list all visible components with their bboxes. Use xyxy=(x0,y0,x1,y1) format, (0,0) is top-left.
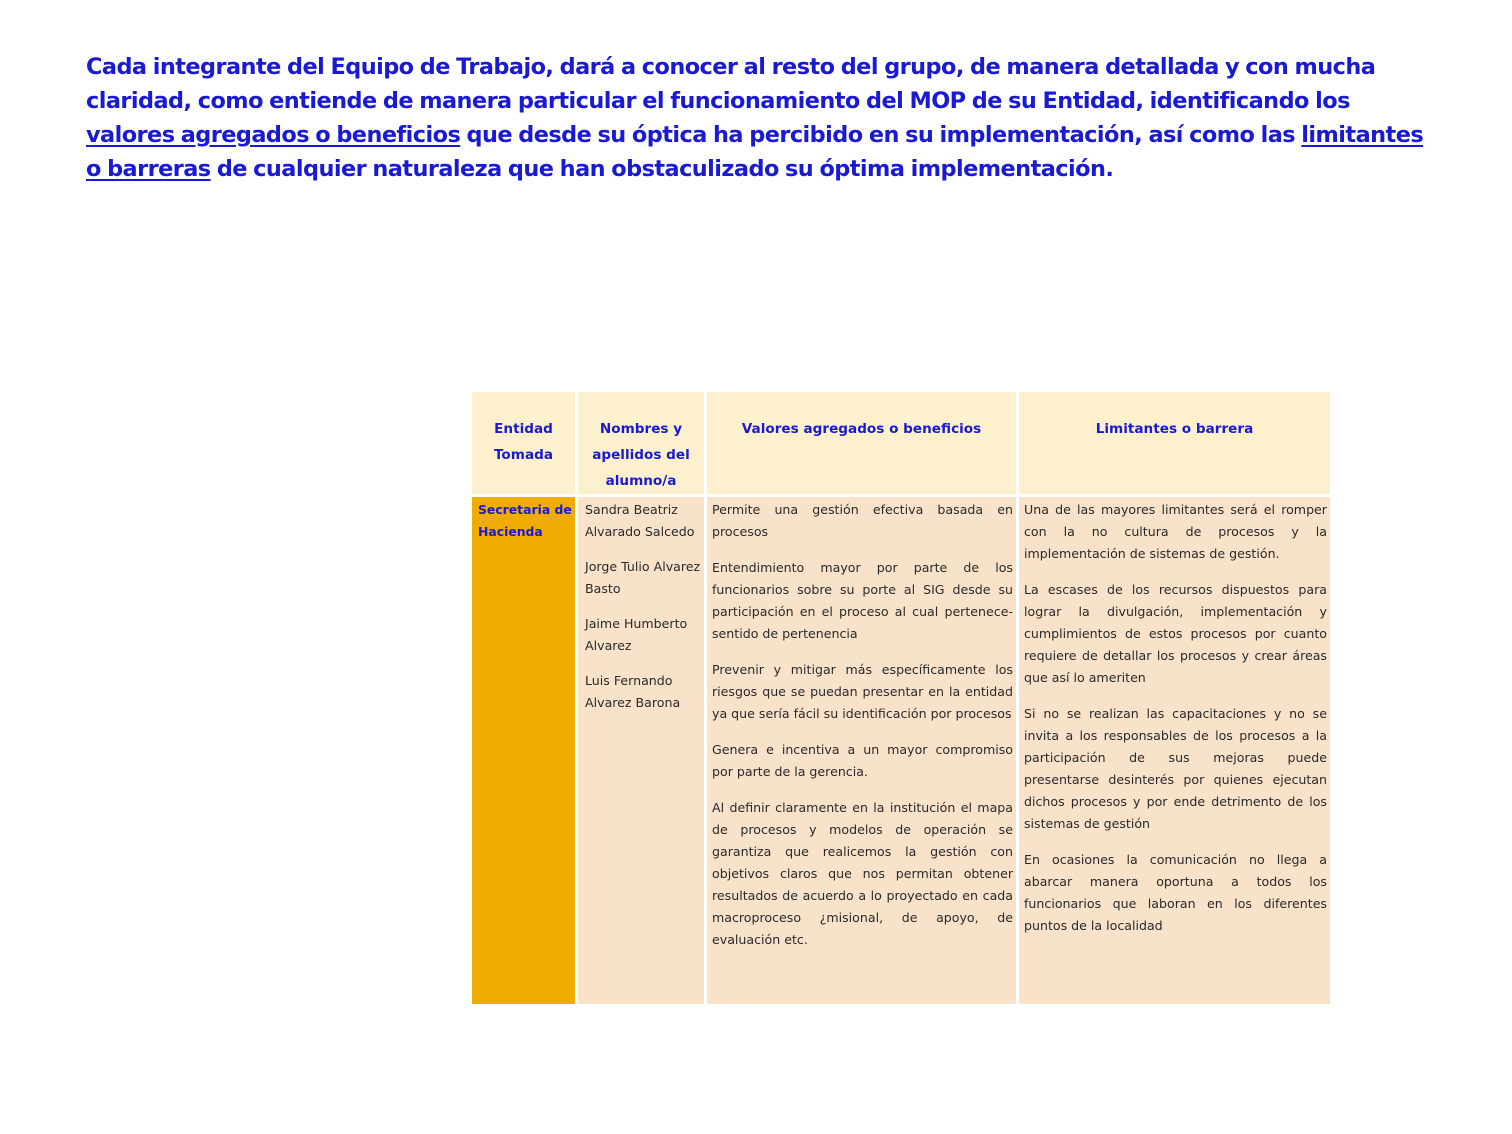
entity-cell xyxy=(472,497,575,1004)
header-student-names: Nombres y apellidos del alumno/a xyxy=(578,392,704,497)
header-entity: Entidad Tomada xyxy=(472,392,575,497)
heading-text-1: Cada integrante del Equipo de Trabajo, dará a conocer al resto del grupo, de manera detallada y con mucha claridad, como entiende de manera particular el funcionamiento del MOP de su Entidad, identificando los xyxy=(86,54,1376,114)
table-row xyxy=(472,497,1330,1004)
benefits-cell xyxy=(707,497,1016,1004)
student-name: Luis Fernando Alvarez Barona xyxy=(585,673,681,710)
benefit-item: Permite una gestión efectiva basada en procesos xyxy=(712,502,1013,539)
students-cell xyxy=(578,497,704,1004)
heading-underlined-benefits: valores agregados o beneficios xyxy=(86,122,461,148)
heading-text-3: de cualquier naturaleza que han obstaculizado su óptima implementación. xyxy=(210,156,1114,182)
barrier-item: Si no se realizan las capacitaciones y no se invita a los responsables de los procesos a la participación de sus mejoras puede presentarse desinterés por quienes ejecutan dichos procesos y por ende detrimento de los sistemas de gestión xyxy=(1024,706,1327,831)
student-name: Jorge Tulio Alvarez Basto xyxy=(585,559,701,596)
header-barriers: Limitantes o barrera xyxy=(1019,392,1330,497)
student-name: Jaime Humberto Alvarez xyxy=(585,616,688,653)
table-header-row xyxy=(472,392,1330,497)
barrier-item: La escases de los recursos dispuestos para lograr la divulgación, implementación y cumplimientos de estos procesos por cuanto requiere de detallar los procesos y crear áreas que así lo ameriten xyxy=(1024,582,1327,685)
mop-analysis-table xyxy=(469,392,1333,1004)
student-name: Sandra Beatriz Alvarado Salcedo xyxy=(585,502,695,539)
instructions-heading xyxy=(86,50,1436,186)
heading-underlined-barriers: limitantes o barreras xyxy=(86,122,1424,182)
benefit-item: Al definir claramente en la institución el mapa de procesos y modelos de operación se garantiza que realicemos la gestión con objetivos claros que nos permitan obtener resultados de acuerdo a lo proyectado en cada macroproceso ¿misional, de apoyo, de evaluación etc. xyxy=(712,800,1013,947)
entity-name: Secretaria de Hacienda xyxy=(478,502,572,539)
header-benefits: Valores agregados o beneficios xyxy=(707,392,1016,497)
barrier-item: Una de las mayores limitantes será el romper con la no cultura de procesos y la implementación de sistemas de gestión. xyxy=(1024,502,1327,561)
barrier-item: En ocasiones la comunicación no llega a abarcar manera oportuna a todos los funcionarios que laboran en los diferentes puntos de la localidad xyxy=(1024,852,1327,933)
heading-text-2: que desde su óptica ha percibido en su implementación, así como las xyxy=(460,122,1302,148)
benefit-item: Genera e incentiva a un mayor compromiso por parte de la gerencia. xyxy=(712,742,1013,779)
barriers-cell xyxy=(1019,497,1330,1004)
benefit-item: Prevenir y mitigar más específicamente los riesgos que se puedan presentar en la entidad ya que sería fácil su identificación por procesos xyxy=(712,662,1013,721)
benefit-item: Entendimiento mayor por parte de los funcionarios sobre su porte al SIG desde su participación en el proceso al cual pertenece- sentido de pertenencia xyxy=(712,560,1013,641)
